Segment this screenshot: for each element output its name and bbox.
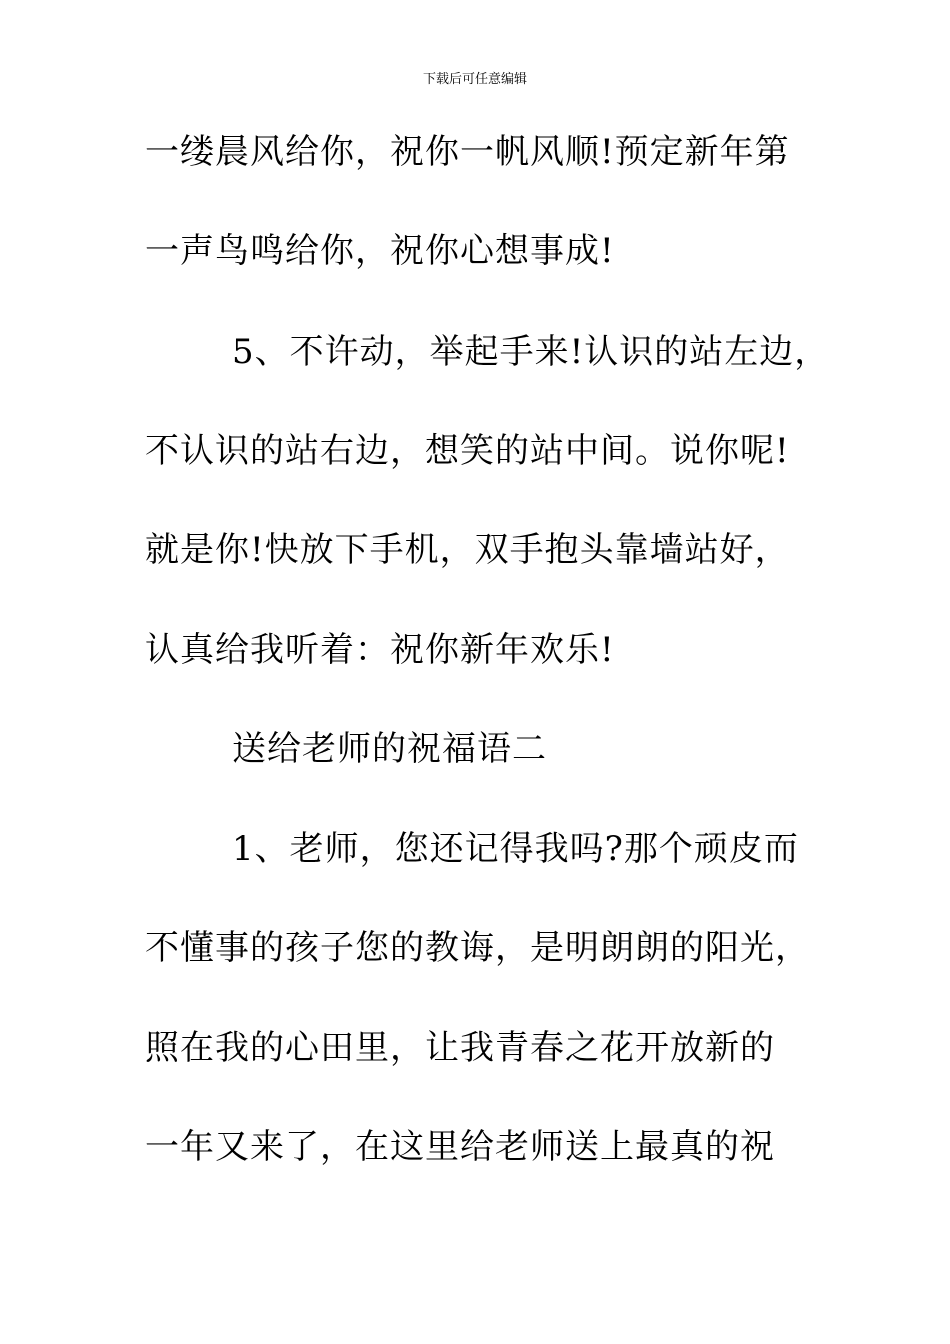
section-heading: 送给老师的祝福语二	[232, 729, 547, 769]
body-line: 不懂事的孩子您的教诲，是明朗朗的阳光，	[145, 928, 810, 968]
body-line: 不认识的站右边，想笑的站中间。说你呢!	[145, 431, 790, 471]
body-line: 认真给我听着：祝你新年欢乐!	[145, 630, 615, 670]
body-line: 5、不许动，举起手来!认识的站左边，	[232, 332, 830, 372]
body-line: 1、老师，您还记得我吗?那个顽皮而	[232, 829, 799, 869]
body-line: 一年又来了，在这里给老师送上最真的祝	[145, 1127, 775, 1167]
body-line: 照在我的心田里，让我青春之花开放新的	[145, 1028, 775, 1068]
body-line: 一声鸟鸣给你，祝你心想事成!	[145, 231, 615, 271]
header-note: 下载后可任意编辑	[422, 72, 527, 87]
body-line: 一缕晨风给你，祝你一帆风顺!预定新年第	[145, 132, 790, 172]
body-line: 就是你!快放下手机，双手抱头靠墙站好，	[145, 530, 790, 570]
